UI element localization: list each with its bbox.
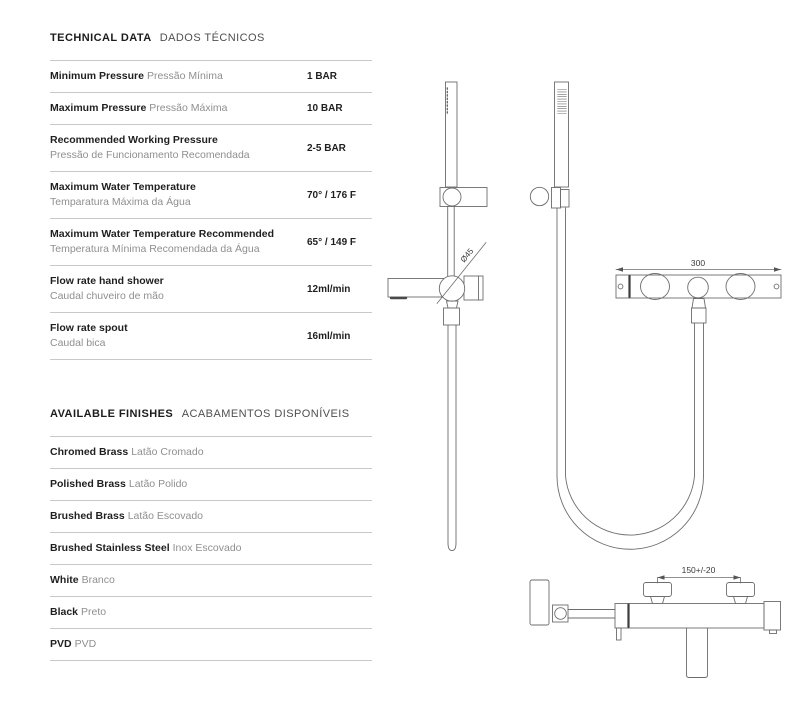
- finish-row: [50, 468, 372, 500]
- bar-end-cap: [764, 602, 781, 631]
- section-title-en: AVAILABLE FINISHES: [50, 408, 174, 420]
- spray-face-hatch: [558, 90, 567, 114]
- finish-labels: [50, 637, 307, 652]
- table-row: [50, 265, 372, 312]
- holder-knob-bottom: [555, 608, 567, 620]
- finish-name-pt: Latão Escovado: [127, 510, 204, 522]
- drawing-front-view: [530, 82, 706, 549]
- hose-fitting-front: [692, 308, 707, 323]
- finish-name-en: PVD: [50, 638, 72, 650]
- technical-data-section: [50, 32, 372, 360]
- table-row: [50, 171, 372, 218]
- holder-bracket-front: [561, 190, 570, 208]
- finish-labels: [50, 509, 307, 524]
- finish-name-en: Brushed Brass: [50, 510, 125, 522]
- finish-labels: [50, 445, 307, 460]
- holder-clamp-front: [552, 188, 561, 209]
- hose-connector-side: [447, 301, 459, 308]
- row-label-pt: Pressão de Funcionamento Recomendada: [50, 149, 250, 161]
- hose-connector-front: [692, 299, 706, 309]
- arrow-left-icon: [616, 267, 623, 271]
- finish-name-en: Black: [50, 606, 79, 618]
- finish-labels: [50, 573, 307, 588]
- diameter-label: Ø45: [458, 246, 476, 265]
- drawing-front-complete: [530, 565, 781, 678]
- row-labels: [50, 180, 307, 210]
- row-label-pt: Temperatura Mínima Recomendada da Água: [50, 243, 260, 255]
- row-value: 70° / 176 F: [307, 189, 357, 201]
- arrow-right-icon: [774, 267, 781, 271]
- row-value: 16ml/min: [307, 330, 351, 342]
- section-title-pt: ACABAMENTOS DISPONÍVEIS: [181, 408, 350, 420]
- row-value: 1 BAR: [307, 71, 338, 82]
- finish-name-pt: Latão Cromado: [131, 446, 204, 458]
- finish-name-en: White: [50, 574, 79, 586]
- row-label-pt: Temparatura Máxima da Água: [50, 196, 191, 208]
- drawing-side-view: [388, 82, 487, 551]
- finish-row: [50, 564, 372, 596]
- u-hose-inner-arc: [566, 476, 695, 535]
- row-label-en: Maximum Water Temperature: [50, 181, 196, 193]
- row-label-pt: Caudal bica: [50, 337, 106, 349]
- arrow-left-icon: [658, 575, 665, 579]
- spacing-dimension-label: 150+/-20: [681, 565, 716, 575]
- finish-name-pt: Preto: [81, 606, 107, 618]
- table-row: [50, 312, 372, 359]
- row-label-en: Maximum Pressure: [50, 102, 147, 114]
- row-label-pt: Pressão Máxima: [149, 102, 228, 114]
- finish-labels: [50, 477, 307, 492]
- finish-labels: [50, 605, 307, 620]
- table-row: [50, 60, 372, 92]
- row-label-en: Flow rate spout: [50, 322, 128, 334]
- hose-fitting-side: [444, 308, 460, 325]
- temperature-knob-side: [464, 276, 483, 300]
- handle-pin: [617, 628, 622, 640]
- row-labels: [50, 274, 307, 304]
- finish-row: [50, 628, 372, 660]
- section-title-pt: DADOS TÉCNICOS: [159, 32, 265, 44]
- row-label-pt: Pressão Mínima: [146, 70, 223, 82]
- drawing-bar-top-view: [616, 258, 781, 300]
- finish-name-en: Brushed Stainless Steel: [50, 542, 170, 554]
- tables-column: [50, 32, 372, 661]
- handshower-body-front: [555, 82, 569, 187]
- finish-labels: [50, 541, 307, 556]
- row-value: 10 BAR: [307, 103, 343, 114]
- finish-name-en: Polished Brass: [50, 478, 126, 490]
- left-inlet-connector: [651, 597, 665, 604]
- finish-name-en: Chromed Brass: [50, 446, 129, 458]
- row-label-en: Flow rate hand shower: [50, 275, 164, 287]
- right-escutcheon: [727, 583, 755, 597]
- parked-handshower: [530, 580, 549, 625]
- row-labels: [50, 101, 307, 116]
- row-value: 12ml/min: [307, 283, 351, 295]
- holder-knob-front: [530, 187, 548, 205]
- table-row: [50, 92, 372, 124]
- row-label-en: Maximum Water Temperature Recommended: [50, 228, 275, 240]
- diverter-knob-top: [688, 277, 709, 298]
- spout-front: [687, 621, 708, 678]
- right-inlet-connector: [734, 597, 748, 604]
- row-labels: [50, 321, 307, 351]
- hose-end-cap: [448, 543, 456, 551]
- section-title-en: TECHNICAL DATA: [50, 32, 152, 44]
- finish-row: [50, 596, 372, 628]
- technical-data-rows: [50, 60, 372, 360]
- technical-data-header: [50, 32, 372, 44]
- left-escutcheon: [644, 583, 672, 597]
- row-value: 65° / 149 F: [307, 236, 357, 248]
- finish-name-pt: PVD: [74, 638, 97, 650]
- bar-body-front: [615, 604, 764, 629]
- row-labels: [50, 133, 307, 163]
- finish-name-pt: Branco: [81, 574, 115, 586]
- finish-row: [50, 436, 372, 468]
- row-label-pt: Caudal chuveiro de mão: [50, 290, 164, 302]
- table-row: [50, 124, 372, 171]
- technical-drawings: [385, 50, 800, 711]
- finish-name-pt: Inox Escovado: [172, 542, 242, 554]
- finish-row: [50, 532, 372, 564]
- u-hose-outer-arc: [557, 476, 704, 549]
- finish-row: [50, 500, 372, 532]
- row-labels: [50, 227, 307, 257]
- arrow-right-icon: [734, 575, 741, 579]
- row-value: 2-5 BAR: [307, 142, 346, 154]
- table-row: [50, 218, 372, 265]
- available-finishes-header: [50, 408, 372, 420]
- row-labels: [50, 69, 307, 84]
- available-finishes-section: [50, 408, 372, 661]
- width-dimension-label: 300: [690, 258, 706, 268]
- spout-side: [388, 279, 445, 298]
- row-label-en: Minimum Pressure: [50, 70, 144, 82]
- finish-name-pt: Latão Polido: [128, 478, 188, 490]
- available-finishes-rows: [50, 436, 372, 661]
- row-label-en: Recommended Working Pressure: [50, 134, 218, 146]
- end-cap-nub: [770, 630, 777, 634]
- slider-knob-side: [443, 188, 461, 206]
- valve-body-circle: [439, 276, 464, 301]
